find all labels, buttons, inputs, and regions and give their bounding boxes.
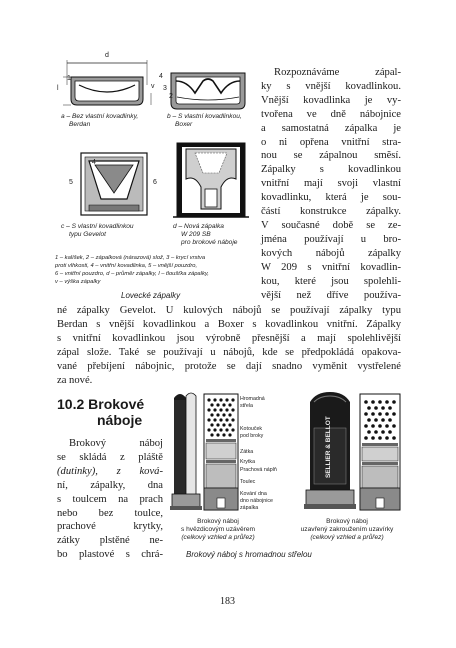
shotgun-shells-figure <box>168 388 404 576</box>
label-strela: střela <box>240 403 253 409</box>
text-line: kou, které jsou spolehli- <box>261 275 401 287</box>
label-kovani: Kování dna <box>240 491 267 497</box>
dim-label-v: v <box>151 83 155 90</box>
caption-b: b – S vlastní kovadlinkou, Boxer <box>167 113 242 128</box>
text-line: s toulcem na prach <box>57 493 163 505</box>
primer-diagram-a <box>55 55 155 115</box>
dim-label-d: d <box>105 52 109 59</box>
text-line: (dutinky), z ková- <box>57 465 163 477</box>
text-line: né zápalky Gevelot. U kulových nábojů se používají zápalky typu <box>57 305 401 316</box>
text-line: Rozpoznáváme zápal- <box>274 67 401 78</box>
text-line: V současné době se ze- <box>261 219 401 231</box>
label-hromadna: Hromadná <box>240 396 265 402</box>
text-line: Berdan s vnější kovadlinkou a Boxer s kovadlinkou vnitřní. Zápalky <box>57 318 401 330</box>
caption-d: d – Nová zápalka W 209 SB pro brokové náboje <box>173 223 238 246</box>
section-heading: 10.2 Brokové náboje <box>57 396 145 428</box>
text-line: tvořena ve dně nábojnice <box>261 108 401 120</box>
primers-figure-title: Lovecké zápalky <box>121 291 181 300</box>
text-line: a samostatná zápalka je <box>261 122 401 134</box>
text-line: ní, zápalky, dna <box>57 479 163 491</box>
primer-diagram-b <box>167 67 249 115</box>
text-line: za nové. <box>57 374 93 386</box>
shell-brand-text: SELLIER & BELLOT <box>325 416 332 478</box>
text-line: kovadlinku, která je sou- <box>261 192 401 204</box>
num-label-2: 2 <box>169 93 173 100</box>
shells-figure-title: Brokový náboj s hromadnou střelou <box>186 550 312 559</box>
primer-diagram-c <box>75 149 153 221</box>
text-line: vější než dříve používa- <box>261 289 401 301</box>
left-column-text <box>57 437 163 562</box>
caption-a: a – Bez vlastní kovadlinky, Berdan <box>61 113 139 128</box>
num-label-4: 4 <box>159 73 163 80</box>
shell-left-diagram <box>168 388 248 518</box>
label-zapalka: zápalka <box>240 505 259 511</box>
primers-figure <box>55 52 255 305</box>
text-line: ky s vnější kovadlinkou. <box>261 80 401 92</box>
num-label-1: 1 <box>67 75 71 82</box>
text-line: nou se zápalnou smĕsí. <box>261 150 401 162</box>
right-column-text <box>261 66 401 302</box>
page-number: 183 <box>220 596 235 607</box>
label-toulec: Toulec <box>240 479 256 485</box>
text-line: nebo bez toulce, <box>57 507 163 519</box>
text-line: W 209 s vnitřní kovadlin- <box>261 261 401 273</box>
text-line: o ni opřena vnitřní stra- <box>261 136 401 148</box>
text-line: se skládá z pláště <box>57 451 163 463</box>
num-label-5: 5 <box>69 179 73 186</box>
label-pod-broky: pod broky <box>240 433 264 439</box>
shell-right-diagram <box>296 388 404 518</box>
label-kotoucek: Kotouček <box>240 426 263 432</box>
text-line: zápal slože. Také se používají u nábojů, kde se předpokládá opakova- <box>57 346 401 358</box>
full-width-text <box>57 304 401 387</box>
text-line: Zápalky s kovadlinkou <box>261 164 401 176</box>
text-line: částí konstrukce zápalky. <box>261 206 401 218</box>
primer-diagram-d <box>171 139 251 221</box>
num-label-3: 3 <box>163 85 167 92</box>
label-prachova: Prachová náplň <box>240 467 277 473</box>
text-line: vané přebíjení nábojnic, protože se dají snadno vyměnit vystřelené <box>57 360 401 372</box>
dim-label-l: l <box>57 85 59 92</box>
text-line: bo plastové s chrá- <box>57 549 163 561</box>
text-line: kových nábojů zápalky <box>261 247 401 259</box>
label-krytka: Krytka <box>240 459 256 465</box>
text-line: zátky plstěné ne- <box>57 535 163 547</box>
text-line: Vnější kovadlinka je vy- <box>261 94 401 106</box>
label-dno: dno nábojnice <box>240 498 273 504</box>
label-zatka: Zátka <box>240 449 254 455</box>
num-label-4-c: 4 <box>92 159 96 166</box>
text-line: s vnitřní kovadlinkou jsou výrobně přesnější a mají spolehlivější <box>57 332 401 344</box>
text-line: jména používají u bro- <box>261 233 401 245</box>
text-line: vnitřní mají svoji vlastní <box>261 178 401 190</box>
primers-legend: 1 – kalíšek, 2 – zápalková (nárazová) slož, 3 – krycí vrstva proti vlhkosti, 4 – vnitřní kovadlinka, 5 – vnější pouzdro, 6 – vnitřní pouzdro, d – průměr zápalky, l – tloušťka zápalky, v – výška zápalky <box>55 255 209 285</box>
shell-caption-left: Brokový náboj s hvězdicovým uzávěrem (celkový vzhled a průřez) <box>180 518 256 541</box>
num-label-6: 6 <box>153 179 157 186</box>
text-line: prachové krytky, <box>57 521 163 533</box>
text-line: Brokový náboj <box>69 438 163 449</box>
shell-caption-right: Brokový náboj uzavřený zakroužením uzavírky (celkový vzhled a průřez) <box>300 518 394 541</box>
caption-c: c – S vlastní kovadlinkou typu Gevelot <box>61 223 134 238</box>
